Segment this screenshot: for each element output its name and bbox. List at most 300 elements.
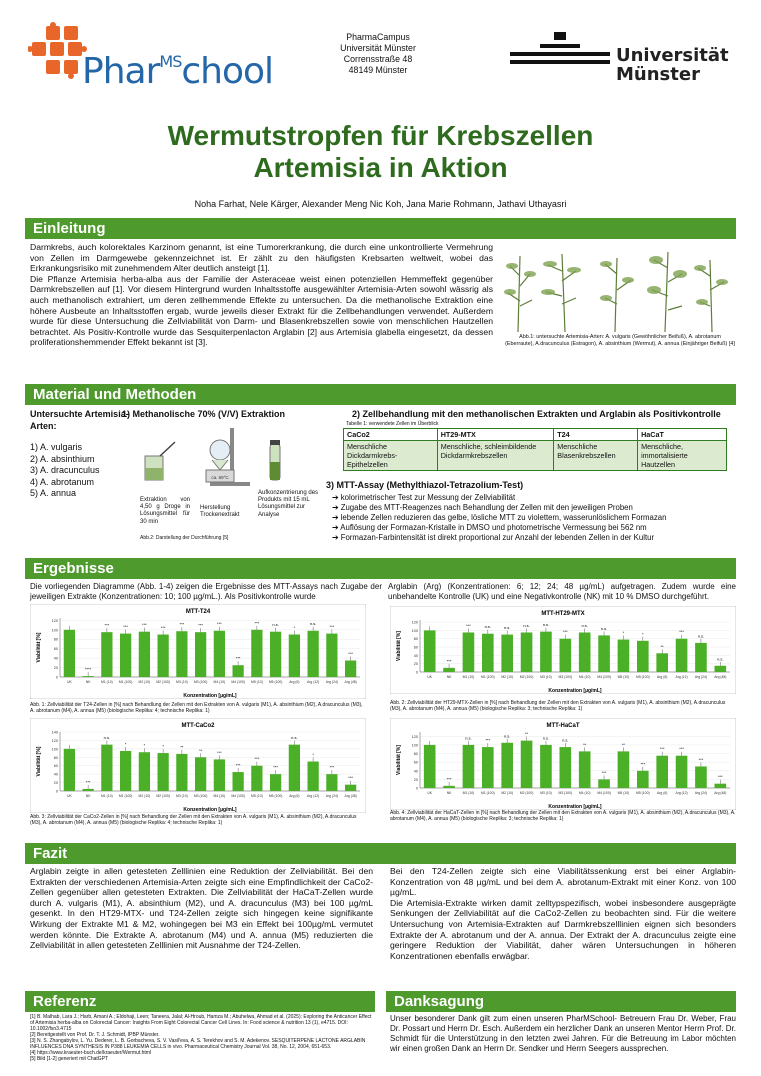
danksagung-text: Unser besonderer Dank gilt zum einen unseren PharMSchool- Betreuern Frau Dr. Weber, Frau Dr. Possart und Herrn Dr. Esch. Außerdem ein herzlicher Dank an unseren Mentor Herrn Prof. Dr. Schmidt für die Unterstützung in den letzten zwei Jahren. Für die Betreuung im Labor möchten wir einen großen Dank an Herrn Dr. Sendker und Herrn Seegers aussprechen. — [390, 1014, 736, 1053]
y-tick-label: 40 — [53, 772, 58, 777]
x-tick-label: M1 (100) — [481, 791, 495, 795]
significance-label: *** — [254, 620, 260, 626]
y-axis-label: Viabilität [%] — [396, 631, 402, 661]
x-tick-label: M2 (100) — [156, 680, 170, 684]
y-axis-label: Viabilität [%] — [36, 746, 42, 777]
y-tick-label: 0 — [415, 670, 418, 675]
x-axis-label: Konzentration [µg/mL] — [548, 688, 602, 694]
reference-item: [5] Bild [1-2] generiert mit ChatGPT — [30, 1056, 109, 1062]
bar — [345, 785, 356, 791]
bar — [598, 635, 610, 672]
bar — [540, 632, 552, 672]
bar — [443, 786, 455, 788]
significance-label: *** — [640, 761, 646, 767]
bar — [482, 747, 494, 788]
y-axis-label: Viabilität [%] — [396, 745, 402, 775]
uni-name-line2: Münster — [616, 64, 700, 85]
significance-label: *** — [446, 658, 452, 664]
section-heading-ergebnisse: Ergebnisse — [25, 558, 736, 579]
chart-mtt-ht29-mtx — [390, 606, 736, 694]
x-tick-label: Arg (6) — [657, 675, 668, 679]
x-tick-label: M1 (100) — [118, 680, 133, 684]
bar — [637, 771, 649, 788]
x-tick-label: M3 (100) — [193, 794, 208, 798]
bar — [233, 665, 244, 677]
title-line2: Artemisia in Aktion — [253, 152, 508, 183]
einleitung-body — [30, 242, 493, 348]
x-tick-label: Arg (12) — [307, 680, 320, 684]
x-axis-label: Konzentration [µg/mL] — [548, 804, 602, 810]
x-tick-label: M1 (100) — [118, 794, 133, 798]
bar — [139, 752, 150, 791]
significance-label: *** — [446, 776, 452, 782]
significance-label: n.s. — [272, 622, 279, 628]
bar — [463, 745, 475, 788]
significance-label: * — [162, 743, 164, 749]
chart-title: MTT-CaCo2 — [181, 723, 215, 729]
significance-label: *** — [123, 624, 128, 630]
bar — [443, 668, 455, 672]
x-tick-label: NK — [85, 680, 91, 684]
address-block — [318, 32, 438, 76]
m1-step-extraktion: Extraktion von 4,50 g Droge in Lösungsmittel für 30 min — [140, 497, 190, 525]
bar — [618, 640, 630, 672]
significance-label: * — [642, 631, 644, 637]
ergebnisse-intro-right: Arglabin (Arg) (Konzentrationen: 6; 12; 24; 48 µg/mL) aufgetragen. Zudem wurde eine unbehandelte Kontrolle (UK) und eine Negativkontrolle (NK) mit 10 % DMSO durchgeführt. — [388, 582, 736, 601]
bar — [289, 635, 300, 677]
x-tick-label: NK — [446, 675, 452, 679]
bullet-item: ➔ lebende Zellen reduzieren das gelbe, lösliche MTT zu violettem, wasserunlöslichem Formazan — [332, 513, 667, 522]
bar — [560, 747, 572, 788]
abb3-caption: Abb. 3: Zellviabilität der CaCo2-Zellen in [%] nach Behandlung der Zellen mit den Extrakten von A. vulgaris (M1), A. absinthium (M2), A.dracunculus (M3), A. abrotanum (M4), A. annua (M5) (biologische Replika: 4; technische Replika: 1) — [30, 814, 357, 827]
reference-list — [30, 1014, 375, 1062]
x-tick-label: M4 (10) — [213, 794, 226, 798]
species-item: 1) A. vulgaris — [30, 442, 83, 452]
section-heading-danksagung: Danksagung — [386, 991, 736, 1012]
significance-label: *** — [329, 624, 335, 630]
y-tick-label: 40 — [413, 769, 418, 774]
artemisia-plants-image — [500, 246, 736, 332]
einleitung-p1: Darmkrebs, auch kolorektales Karzinom genannt, ist eine Tumorerkrankung, die durch eine unkontrollierte Vermehrung von Zellen im Darmgewebe gekennzeichnet ist. Er zählt zu den häufigsten Krebsarten weltweit, wobei das Erkrankungsrisiko mit zunehmendem Alter deutlich ansteigt [1]. — [30, 242, 493, 274]
significance-label: *** — [104, 622, 110, 628]
bar — [289, 745, 300, 791]
bar — [676, 756, 688, 788]
x-axis-label: Konzentration [µg/mL] — [183, 693, 237, 699]
chart-mtt-caco2 — [30, 718, 366, 813]
significance-label: *** — [142, 622, 147, 628]
x-tick-label: M4 (100) — [597, 675, 611, 679]
abb2-caption: Abb. 2: Zellviabilität der HT29-MTX-Zellen in [%] nach Behandlung der Zellen mit den Extrakten von A. vulgaris (M1), A. absinthium (M2), A.dracunculus (M3), A. abrotanum (M4), A. annua (M5) (biologische Replika: 3; technische Replika: 1) — [390, 700, 726, 713]
y-tick-label: 80 — [53, 755, 58, 760]
species-item: 3) A. dracunculus — [30, 465, 100, 475]
significance-label: *** — [717, 774, 723, 780]
significance-label: n.s. — [103, 735, 111, 741]
significance-label: *** — [562, 629, 568, 635]
table-cell: Menschliche, schleimbildende Dickdarmkrebszellen — [437, 441, 554, 471]
table-cell: Menschliche Dickdarmkrebs-Epithelzellen — [344, 441, 438, 471]
significance-label: n.s. — [503, 733, 511, 739]
x-tick-label: M4 (10) — [578, 791, 591, 795]
significance-label: n.s. — [542, 735, 550, 741]
x-tick-label: UK — [427, 791, 433, 795]
bar — [83, 676, 94, 677]
significance-label: n.s. — [503, 625, 511, 631]
plants-illustration — [500, 246, 736, 332]
section-heading-einleitung: Einleitung — [25, 218, 736, 239]
bar — [270, 632, 281, 677]
significance-label: *** — [85, 779, 91, 785]
significance-label: *** — [198, 622, 203, 628]
significance-label: n.s. — [600, 625, 608, 631]
significance-label: ** — [180, 744, 184, 750]
bullet-item: ➔ Zugabe des MTT-Reagenzes nach Behandlung der Zellen mit den jeweiligen Proben — [332, 503, 633, 512]
bar — [521, 741, 533, 788]
chart-title: MTT-HT29-MTX — [541, 611, 585, 617]
bar — [233, 772, 244, 791]
bar — [195, 757, 206, 791]
x-tick-label: M2 (10) — [138, 680, 151, 684]
significance-label: * — [312, 752, 314, 757]
x-tick-label: Arg (12) — [675, 791, 688, 795]
address-line: PharmaCampus — [346, 32, 410, 42]
y-tick-label: 120 — [51, 738, 58, 743]
bar — [579, 632, 591, 672]
bar — [101, 745, 112, 791]
chart-mtt-t24 — [30, 604, 366, 699]
reference-item: [2] Bereitgestellt von Prof. Dr. T. J. Schmidt, IPBP Münster. — [30, 1032, 160, 1038]
arrow-icon: ➔ — [332, 523, 341, 532]
bar — [345, 660, 356, 677]
bar — [676, 639, 688, 672]
arrow-icon: ➔ — [332, 513, 341, 522]
bullet-item: ➔ Formazan-Farbintensität ist direkt proportional zur Anzahl der lebenden Zellen in der Kultur — [332, 533, 655, 542]
bar — [120, 634, 131, 677]
bar — [656, 653, 668, 672]
y-tick-label: 100 — [51, 628, 58, 633]
bar — [424, 745, 436, 788]
bar — [139, 632, 150, 677]
y-tick-label: 0 — [55, 789, 58, 794]
y-tick-label: 100 — [51, 747, 58, 752]
y-tick-label: 60 — [413, 645, 418, 650]
abb2-caption: Abb.2: Darstellung der Durchführung [5] — [140, 535, 229, 541]
significance-label: * — [622, 630, 625, 636]
x-tick-label: Arg (48) — [714, 675, 727, 679]
significance-label: *** — [348, 650, 353, 656]
significance-label: ** — [525, 731, 529, 737]
bar — [214, 759, 225, 791]
significance-label: n.s. — [581, 622, 588, 628]
bar — [424, 630, 436, 672]
title-line1: Wermutstropfen für Krebszellen — [167, 120, 594, 151]
x-tick-label: Arg (48) — [344, 680, 357, 684]
x-tick-label: M3 (10) — [540, 675, 552, 679]
x-tick-label: Arg (48) — [344, 794, 357, 798]
y-tick-label: 80 — [413, 637, 418, 642]
species-item: 2) A. absinthium — [30, 453, 95, 464]
bar — [158, 753, 169, 791]
x-axis-label: Konzentration [µg/mL] — [183, 807, 237, 813]
bar — [695, 643, 707, 672]
bar — [308, 631, 319, 677]
table-header: CaCo2 — [344, 429, 438, 441]
bar — [501, 743, 513, 788]
m1-step-trockenextrakt: Herstellung Trockenextrakt — [200, 505, 240, 519]
abb1-caption: Abb. 1: Zellviabilität der T24-Zellen in [%] nach Behandlung der Zellen mit den Extrakten von A. vulgaris (M1), A. absinthium (M2), A.dracunculus (M3), A. abrotanum (M4), A. annua (M5) (biologische Replika: 4; technische Replika: 1) — [30, 702, 363, 715]
authors: Noha Farhat, Nele Kärger, Alexander Meng Nic Koh, Jana Marie Rohmann, Jathavi Uthayasri — [194, 199, 567, 209]
x-tick-label: M5 (10) — [617, 791, 630, 795]
section-heading-methoden: Material und Methoden — [25, 384, 736, 405]
bar — [83, 789, 94, 791]
x-tick-label: NK — [446, 791, 452, 795]
significance-label: **** — [85, 666, 92, 672]
y-tick-label: 0 — [55, 675, 58, 680]
method-1-title: 1) Methanolische 70% (V/V) Extraktion — [122, 409, 286, 419]
x-tick-label: Arg (12) — [675, 675, 688, 679]
y-tick-label: 0 — [415, 786, 418, 791]
fazit-right-p2: Die Artemisia-Extrakte wirken damit zelltypspezifisch, wobei insbesondere ausgeprägte Senkungen der Zellviabilität auf die CaCo2-Zellen zu beobachten sind. Für die weitere Untersuchung von Artemisia-Extrakten auf Darmkrebszelllinien eignen sich besonders Extrakte der A. abrotanum und der A. annua. Der Extrakt der A. dracunculus zeigte eine geringere Reduktion der Viabilität, daher wären Untersuchungen in höheren Konzentrationen ebenfalls erwägbar. — [390, 897, 736, 961]
significance-label: n.s. — [562, 737, 569, 743]
bar — [560, 639, 572, 672]
bar — [521, 632, 533, 672]
significance-label: n.s. — [697, 633, 705, 639]
table-header: HT29-MTX — [437, 429, 554, 441]
y-tick-label: 80 — [53, 637, 58, 642]
bar — [251, 630, 262, 677]
x-tick-label: Arg (6) — [289, 680, 300, 684]
x-tick-label: Arg (6) — [289, 794, 300, 798]
bar — [501, 635, 513, 672]
table-cell: Menschliche, immortalisierte Hautzellen — [638, 441, 727, 471]
reference-item: [3] N. S. Zhangabylov, L. Yu. Dederer, L. B. Gorbacheva, S. V. Vasil'eva, A. S. Terekhov and S. M. Adekenov. SESQUITERPENE LACTONE ARGLABIN INFLUENCES DNA SYNTHESIS IN P388 LEUKEMIA CELLS in vivo. Pharmaceutical Chemistry Journal Vol. 38, No. 12, 2004, 651-653. — [30, 1038, 366, 1050]
abb1-caption: Abb.1: untersuchte Artemisia-Arten: A. vulgaris (Gewöhnlicher Beifuß), A. abrotanum (Eberraute), A.dracunculus (Estragon), A. absinthium (Wermut), A. annua (Einjähriger Beifuß) [4] — [505, 334, 735, 347]
significance-label: *** — [348, 775, 353, 781]
chart-title: MTT-HaCaT — [546, 723, 580, 729]
significance-label: *** — [160, 625, 166, 631]
x-tick-label: M3 (10) — [540, 791, 552, 795]
x-tick-label: M5 (10) — [251, 680, 263, 684]
x-tick-label: M3 (100) — [193, 680, 208, 684]
bullet-item: ➔ Auflösung der Formazan-Kristalle in DMSO und photometrische Vermessung bei 562 nm — [332, 523, 647, 532]
significance-label: *** — [466, 622, 471, 628]
bar — [326, 634, 337, 677]
x-tick-label: M3 (10) — [176, 794, 188, 798]
significance-label: *** — [659, 746, 665, 752]
significance-label: *** — [179, 621, 185, 627]
bar — [195, 632, 206, 677]
significance-label: *** — [217, 621, 222, 627]
einleitung-p2: Die Pflanze Artemisia herba-alba aus der Familie der Asteraceae weist einen potenziellen Hemmeffekt gegenüber Darmkrebszellen auf [1]. Vor diesem Hintergrund wurden Inhaltsstoffe ausgewählter Artemisia-Arten sowohl wässrig als auch methanolisch extrahiert, um deren zellhemmende Effekte zu untersuchen. Da die methanolische Extraktion eine höhere Ausbeute an Inhaltsstoffen ergab, wurde jeweils dieser Extrakt für die Zellbehandlungen verwendet. Außerdem wurde für diese Untersuchung die Zellviabilität von Darm- und Blasenkrebszellen sowie von menschlichen Hautzellen betrachtet. Als Positiv-Kontrolle wurde das Sesquiterpenlacton Arglabin [2] aus Artemisia glabella eingesetzt, da dessen proliferationshemmender Effekt bekannt ist [3]. — [30, 273, 493, 348]
x-tick-label: M3 (10) — [176, 680, 188, 684]
x-tick-label: M3 (100) — [558, 675, 573, 679]
x-tick-label: M4 (100) — [597, 791, 611, 795]
significance-label: *** — [217, 749, 222, 755]
bar — [656, 756, 668, 788]
significance-label: *** — [698, 756, 704, 762]
bullet-item: ➔ kolorimetrischer Test zur Messung der Zellviabilität — [332, 493, 516, 502]
table-cell: Menschliche Blasenkrebszellen — [554, 441, 638, 471]
bar — [715, 666, 727, 672]
bar — [101, 632, 112, 677]
mtt-bullets — [332, 493, 732, 543]
significance-label: * — [124, 741, 127, 747]
address-line: Corrensstraße 48 — [343, 54, 413, 64]
x-tick-label: Arg (12) — [307, 794, 320, 798]
x-tick-label: UK — [427, 675, 433, 679]
uni-muenster-logo — [510, 30, 740, 90]
table-header: T24 — [554, 429, 638, 441]
chart-title: MTT-T24 — [185, 609, 211, 615]
x-tick-label: Arg (6) — [657, 791, 668, 795]
y-tick-label: 40 — [413, 653, 418, 658]
significance-label: *** — [679, 629, 684, 635]
bar — [64, 630, 75, 677]
poster-title — [0, 120, 761, 184]
x-tick-label: M4 (100) — [231, 680, 245, 684]
section-heading-fazit: Fazit — [25, 843, 736, 864]
x-tick-label: M5 (10) — [251, 794, 263, 798]
y-tick-label: 20 — [413, 777, 418, 782]
y-tick-label: 60 — [53, 647, 58, 652]
table-header: HaCaT — [638, 429, 727, 441]
significance-label: *** — [273, 764, 278, 770]
significance-label: *** — [235, 762, 241, 768]
uni-emblem-icon — [510, 30, 610, 80]
bar — [326, 774, 337, 791]
bar — [176, 754, 187, 791]
pharmschool-logo — [28, 22, 274, 92]
significance-label: n.s. — [523, 622, 530, 628]
y-tick-label: 80 — [413, 752, 418, 757]
y-tick-label: 60 — [53, 764, 58, 769]
significance-label: ** — [621, 741, 625, 747]
bar — [308, 762, 319, 792]
bar — [598, 779, 610, 788]
significance-label: *** — [235, 655, 241, 661]
significance-label: n.s. — [717, 656, 724, 662]
uni-name-line1: Universität — [616, 45, 729, 66]
significance-label: *** — [254, 756, 260, 762]
species-item: 5) A. annua — [30, 488, 77, 498]
significance-label: *** — [601, 769, 607, 775]
significance-label: * — [293, 625, 296, 631]
significance-label: n.s. — [309, 621, 317, 627]
arrow-icon: ➔ — [332, 503, 341, 512]
y-tick-label: 140 — [51, 730, 58, 735]
x-tick-label: Arg (24) — [694, 675, 708, 679]
m1-step-aufkonzentrierung: Aufkonzentrierung des Produkts mit 15 mL Lösungsmittel zur Analyse — [258, 490, 319, 518]
y-axis-label: Viabilität [%] — [36, 632, 42, 663]
x-tick-label: M2 (100) — [156, 794, 170, 798]
y-tick-label: 20 — [413, 662, 418, 667]
y-tick-label: 40 — [53, 656, 58, 661]
significance-label: *** — [329, 764, 335, 770]
x-tick-label: M5 (100) — [636, 791, 650, 795]
x-tick-label: NK — [85, 794, 91, 798]
x-tick-label: M4 (100) — [231, 794, 245, 798]
x-tick-label: M3 (100) — [558, 791, 573, 795]
x-tick-label: M2 (10) — [501, 791, 514, 795]
bar — [176, 631, 187, 677]
x-tick-label: M1 (100) — [481, 675, 495, 679]
y-tick-label: 120 — [411, 734, 418, 739]
y-tick-label: 100 — [411, 628, 418, 633]
arrow-icon: ➔ — [332, 533, 341, 542]
y-tick-label: 20 — [53, 666, 58, 671]
fazit-right — [390, 866, 736, 961]
logo-text-chool: chool — [181, 51, 274, 92]
x-tick-label: M1 (10) — [462, 675, 475, 679]
x-tick-label: M1 (10) — [462, 791, 475, 795]
x-tick-label: M1 (10) — [101, 794, 113, 798]
species-title: Untersuchte Artemisia-Arten: — [30, 409, 129, 431]
fazit-left: Arglabin zeigte in allen getesteten Zelllinien eine Reduktion der Zellviabilität. Bei den Extrakten der verschiedenen Artemisia-Arten zeigte sich eine Empfindlichkeit der CaCo2-Zellen gegenüber allen getesteten Extrakten. Die Zellviabilität der HaCaT-Zellen wurde durch A. vulgaris (M1), A. absinthium (M2), und A. dracunculus (M3) bei 100 µg/mL gesenkt. In den HT29-MTX- und T24-Zellen zeigte sich hingegen keine signifikante Wirkung der Extrakte M1 & M2, wohingegen bei M3 ein Effekt bei 100µg/mL vermutet werden könnte. Die Extrakte A. abrotanum (M4) und A. annua (M5) reduzierten die Zellviabilität in allen getesteten Zelllinien mit Ausnahme der T24-Zellen. — [30, 866, 373, 951]
bar — [579, 751, 591, 788]
x-tick-label: M1 (10) — [101, 680, 113, 684]
x-tick-label: UK — [67, 794, 72, 798]
y-tick-label: 100 — [411, 743, 418, 748]
x-tick-label: M5 (10) — [617, 675, 630, 679]
species-list — [30, 409, 130, 500]
y-tick-label: 120 — [51, 618, 58, 623]
section-heading-referenz: Referenz — [25, 991, 375, 1012]
x-tick-label: Arg (24) — [325, 680, 338, 684]
significance-label: ** — [199, 747, 203, 753]
significance-label: * — [143, 742, 146, 748]
abb4-caption: Abb. 4: Zellviabilität der HaCaT-Zellen in [%] nach Behandlung der Zellen mit den Extrakten von A. vulgaris (M1), A. absinthium (M2), A.dracunculus (M3), A. abrotanum (M4), A. annua (M5) (biologische Replika: 3; technische Replika: 1) — [390, 810, 736, 823]
bar — [64, 749, 75, 791]
x-tick-label: M5 (100) — [268, 794, 283, 798]
x-tick-label: M5 (100) — [636, 675, 650, 679]
bar — [158, 635, 169, 677]
significance-label: n.s. — [465, 735, 472, 741]
x-tick-label: M2 (10) — [501, 675, 514, 679]
method-3-title: 3) MTT-Assay (Methylthiazol-Tetrazolium-Test) — [326, 480, 524, 490]
cell-table — [343, 428, 727, 471]
address-line: 48149 Münster — [348, 65, 408, 75]
x-tick-label: M2 (100) — [519, 675, 534, 679]
bar — [270, 774, 281, 791]
y-tick-label: 120 — [411, 620, 418, 625]
bar — [120, 751, 131, 791]
table-caption: Tabelle 1: verwendete Zellen im Überblick — [346, 421, 439, 427]
bar — [482, 634, 494, 672]
bar — [463, 632, 475, 672]
x-tick-label: M2 (10) — [138, 794, 151, 798]
x-tick-label: M2 (100) — [519, 791, 534, 795]
significance-label: ** — [660, 643, 664, 649]
significance-label: *** — [485, 737, 491, 743]
species-item: 4) A. abrotanum — [30, 476, 95, 487]
temperature-label: ca. 69°C — [211, 475, 229, 480]
bar — [695, 766, 707, 788]
arrow-icon: ➔ — [332, 493, 341, 502]
x-tick-label: Arg (48) — [714, 791, 727, 795]
reference-item: [4] https://www.kraeuter-buch.de/kraeuter/Wermut.html — [30, 1050, 152, 1056]
bar — [618, 751, 630, 788]
reference-item: [1] B. Malhab, Lara J.; Harb, Amani A.; Eldohaji, Leen; Taneera, Jalal; Al-Hroub, Hamza M.; Abuhelwa, Ahmad et al. (2025): Exploring the Anticancer Effect of Artemisia herba-alba on Colorectal Cancer: Insights From Eight Colorectal Cancer Cell Lines. In: Food science & nutrition 13 (1), e4715. DOI: 10.1002/fsn3.4715 — [30, 1014, 372, 1032]
x-tick-label: Arg (24) — [325, 794, 338, 798]
significance-label: n.s. — [291, 735, 298, 741]
y-tick-label: 20 — [53, 781, 58, 786]
chart-mtt-hacat — [390, 718, 736, 810]
significance-label: *** — [679, 746, 684, 752]
logo-text-phar: Phar — [82, 51, 160, 92]
x-tick-label: M4 (10) — [578, 675, 591, 679]
x-tick-label: M5 (100) — [268, 680, 283, 684]
logo-text-ms: MS — [159, 52, 182, 71]
significance-label: n.s. — [484, 624, 492, 630]
